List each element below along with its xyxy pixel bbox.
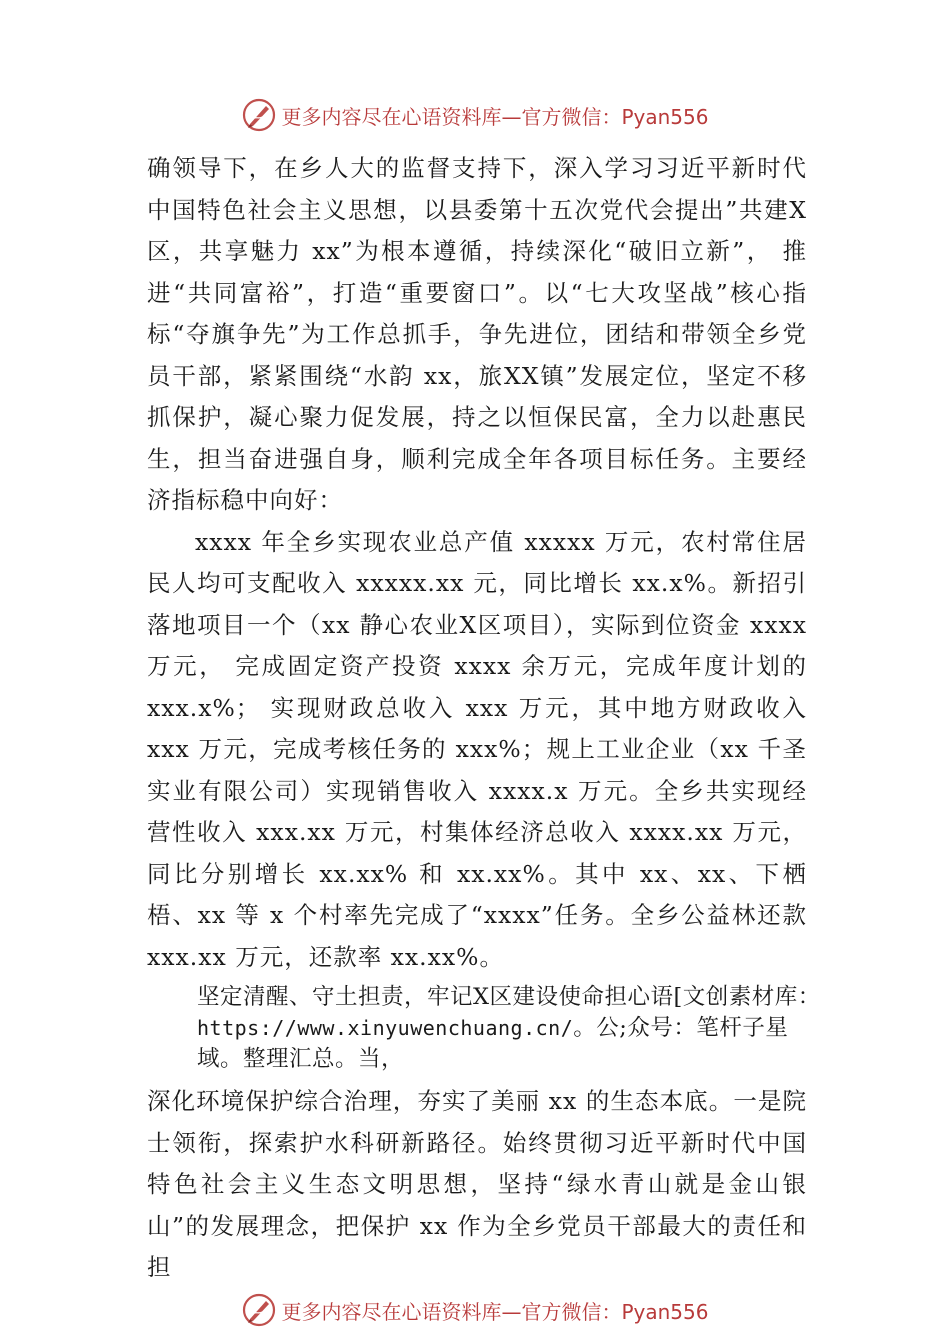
paragraph-economy: xxxx 年全乡实现农业总产值 xxxxx 万元，农村常住居民人均可支配收入 xxxxx.xx 元，同比增长 xx.x%。新招引落地项目一个（xx 静心农业X区项目），实际到位资金 xxxx 万元， 完成固定资产投资 xxxx 余万元，完成年度计划的 xxx.x%； 实现财政总收入 xxx 万元，其中地方财政收入 xxx 万元，完成考核任务的 xxx%；规上工业企业（xx 千圣实业有限公司）实现销售收入 xxxx.x 万元。全乡共实现经营性收入 xxx.xx 万元，村集体经济总收入 xxxx.xx 万元，同比分别增长 xx.xx% 和 xx.xx%。其中 xx、xx、下栖梧、xx 等 x 个村率先完成了“xxxx”任务。全乡公益林还款 xxx.xx 万元，还款率 xx.xx%。 xyxy=(147,527,807,971)
source-note-text: 坚定清醒、守土担责，牢记X区建设使命担心语[文创素材库： xyxy=(197,984,821,1010)
banner-title: 更多内容尽在心语资料库 xyxy=(281,104,502,129)
source-note-tail: 。公;众号：笔杆子星域。整理汇总。当， xyxy=(197,1015,789,1072)
source-url: https://www.xinyuwenchuang.cn/ xyxy=(197,1016,574,1040)
document-body xyxy=(147,148,821,1289)
source-note xyxy=(197,982,822,1075)
banner-wechat: —官方微信：Pyan556 xyxy=(501,1299,709,1324)
pen-logo-icon xyxy=(241,1292,277,1328)
paragraph-environment: 深化环境保护综合治理，夯实了美丽 xx 的生态本底。一是院士领衔，探索护水科研新路径。始终贯彻习近平新时代中国特色社会主义生态文明思想，坚持“绿水青山就是金山银山”的发展理念，把保护 xx 作为全乡党员干部最大的责任和担 xyxy=(147,1087,807,1281)
header-banner xyxy=(0,95,950,135)
banner-title: 更多内容尽在心语资料库 xyxy=(281,1299,502,1324)
banner-wechat: —官方微信：Pyan556 xyxy=(501,104,709,129)
paragraph-intro: 确领导下，在乡人大的监督支持下，深入学习习近平新时代中国特色社会主义思想，以县委第十五次党代会提出”共建X区，共享魅力 xx”为根本遵循，持续深化“破旧立新”， 推进“共同富裕”，打造“重要窗口”。以“七大攻坚战”核心指标“夺旗争先”为工作总抓手，争先进位，团结和带领全乡党员干部，紧紧围绕“水韵 xx，旅XX镇”发展定位，坚定不移 抓保护，凝心聚力促发展，持之以恒保民富，全力以赴惠民生，担当奋进强自身，顺利完成全年各项目标任务。主要经济指标稳中向好： xyxy=(147,154,807,514)
footer-banner xyxy=(0,1290,950,1330)
pen-logo-icon xyxy=(241,97,277,133)
